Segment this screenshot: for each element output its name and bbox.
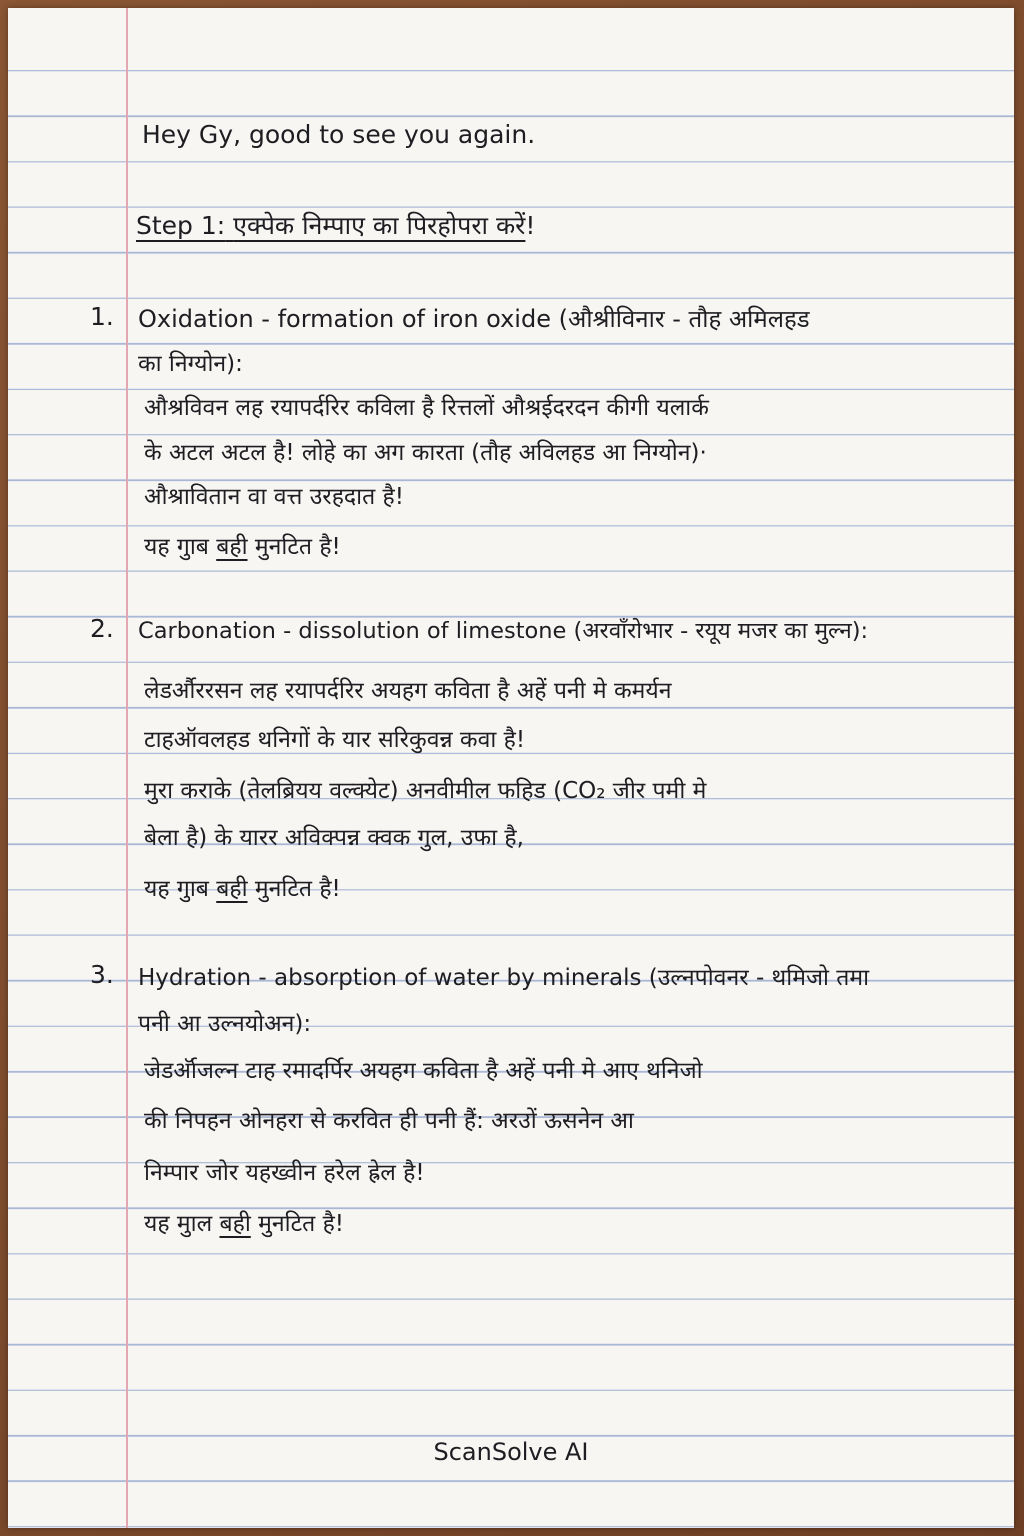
item-3-line-1: जेडर्ऑजल्न टाह रमादर्पिर अयहग कविता है अहें पनी मे आए थनिजो xyxy=(144,1058,703,1084)
item-2-line-3: मुरा कराके (तेलब्रियय वल्क्येट) अनवीमील फहिड (CO₂ जीर पमी मे xyxy=(144,778,707,804)
item-2-closing-underlined: बही xyxy=(216,876,248,902)
footer-brand: ScanSolve AI xyxy=(433,1438,589,1466)
item-1-heading-cont: का निग्योन): xyxy=(138,351,243,377)
item-1-heading: Oxidation - formation of iron oxide (औश्रीविनार - तौह अमिलहड xyxy=(138,305,810,333)
item-3-closing-suffix: मुनटित है! xyxy=(258,1211,345,1237)
item-2-line-4: बेला है) के यारर अविक्पन्न क्वक गुल, उफा है, xyxy=(144,825,524,851)
step-label: Step 1: xyxy=(136,211,226,240)
item-2-line-1: लेडर्औररसन लह रयापर्दरिर अयहग कविता है अहें पनी मे कमर्यन xyxy=(144,678,672,704)
item-3-line-2: की निपहन ओनहरा से करवित ही पनी हैं: अरउों ऊसनेन आ xyxy=(144,1108,634,1134)
item-2-closing-suffix: मुनटित है! xyxy=(254,876,341,902)
item-2-number: 2. xyxy=(90,614,114,643)
item-1-closing-prefix: यह गुाब xyxy=(144,534,209,560)
item-1-line-1: औश्रविवन लह रयापर्दरिर कविला है रित्तलों औश्रईदरदन कीगी यलार्क xyxy=(144,395,709,421)
item-3-closing-prefix: यह मुाल xyxy=(144,1211,213,1237)
item-1-line-2: के अटल अटल है! लोहे का अग कारता (तौह अविलहड आ निग्योन)· xyxy=(144,440,707,466)
item-3-heading: Hydration - absorption of water by minerals (उल्नपोवनर - थमिजो तमा xyxy=(138,965,870,991)
margin-line xyxy=(126,8,128,1528)
item-1-closing-suffix: मुनटित है! xyxy=(254,534,341,560)
item-2-closing-prefix: यह गुाब xyxy=(144,876,209,902)
item-1-line-3: औश्रावितान वा वत्त उरहदात है! xyxy=(144,484,404,510)
item-3-heading-cont: पनी आ उल्नयोअन): xyxy=(138,1011,312,1037)
item-3-line-3: निम्पार जोर यहख्वीन हरेल ह्रेल है! xyxy=(144,1160,425,1186)
item-3-number: 3. xyxy=(90,960,114,989)
step-heading xyxy=(136,208,535,242)
item-3-closing xyxy=(144,1211,344,1239)
step-title-underlined xyxy=(136,211,525,240)
item-1-closing xyxy=(144,534,341,562)
item-1-number: 1. xyxy=(90,302,114,331)
step-title: एक्पेक निम्पाए का पिरहोपरा करें xyxy=(233,211,526,240)
step-mark: ! xyxy=(525,211,536,240)
lined-paper-sheet xyxy=(8,8,1014,1528)
item-1-closing-underlined: बही xyxy=(216,534,248,560)
item-3-closing-underlined: बही xyxy=(219,1211,251,1237)
item-2-heading: Carbonation - dissolution of limestone (अरवाँरोभार - रयूय मजर का मुल्न): xyxy=(138,618,869,644)
item-2-line-2: टाहऑवलहड थनिगों के यार सरिकुवन्न कवा है! xyxy=(144,727,526,753)
item-2-closing xyxy=(144,876,341,904)
greeting-line: Hey Gy, good to see you again. xyxy=(142,120,536,149)
